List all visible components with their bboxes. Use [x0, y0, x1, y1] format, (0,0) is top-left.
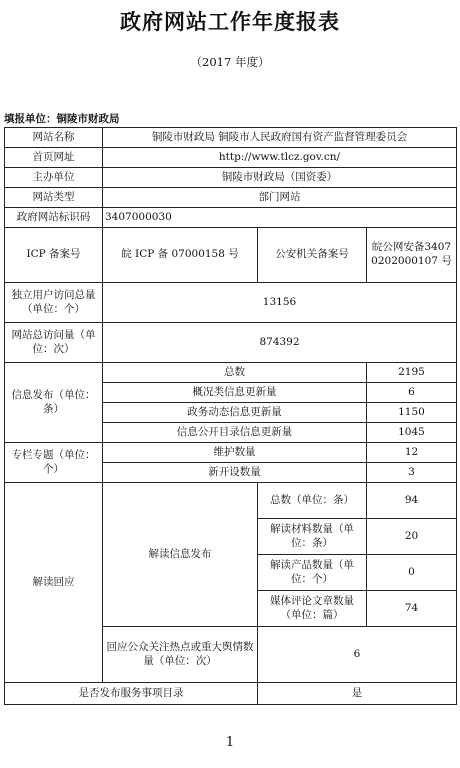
- response-label: 回应公众关注热点或重大舆情数量（单位：次）: [103, 627, 258, 683]
- column-item-label: 维护数量: [103, 443, 367, 463]
- site-name-label: 网站名称: [5, 128, 103, 148]
- response-value: 6: [258, 627, 457, 683]
- site-type-label: 网站类型: [5, 188, 103, 208]
- info-item-label: 概况类信息更新量: [103, 383, 367, 403]
- interpret-item-label: 媒体评论文章数量（单位：篇）: [258, 591, 367, 627]
- info-item-value: 2195: [367, 363, 457, 383]
- row-sponsor: [5, 168, 457, 188]
- row-service-catalog: [5, 683, 457, 705]
- site-id-value: 3407000030: [103, 208, 457, 228]
- site-name-value: 铜陵市财政局 铜陵市人民政府国有资产监督管理委员会: [103, 128, 457, 148]
- row-site-id: [5, 208, 457, 228]
- info-item-value: 1150: [367, 403, 457, 423]
- report-table: [4, 127, 457, 705]
- interpret-item-value: 94: [367, 483, 457, 519]
- sponsor-label: 主办单位: [5, 168, 103, 188]
- unique-visitors-value: 13156: [103, 283, 457, 323]
- interpret-item-label: 解读产品数量（单位：个）: [258, 555, 367, 591]
- column-item-value: 3: [367, 463, 457, 483]
- interpret-label: 解读回应: [5, 483, 103, 683]
- site-type-value: 部门网站: [103, 188, 457, 208]
- total-visits-value: 874392: [103, 323, 457, 363]
- row-site-name: [5, 128, 457, 148]
- report-title: 政府网站工作年度报表: [120, 10, 340, 34]
- homepage-label: 首页网址: [5, 148, 103, 168]
- info-item-value: 1045: [367, 423, 457, 443]
- interpret-item-value: 0: [367, 555, 457, 591]
- page-number: 1: [225, 735, 235, 750]
- interpret-sub-label: 解读信息发布: [103, 483, 258, 627]
- row-info-total: [5, 363, 457, 383]
- icp-label: ICP 备案号: [5, 228, 103, 283]
- site-id-label: 政府网站标识码: [5, 208, 103, 228]
- police-value: 皖公网安备34070202000107 号: [367, 228, 457, 283]
- sponsor-value: 铜陵市财政局（国资委）: [103, 168, 457, 188]
- interpret-item-label: 总数（单位：条）: [258, 483, 367, 519]
- column-label: 专栏专题（单位：个）: [5, 443, 103, 483]
- row-site-type: [5, 188, 457, 208]
- info-item-label: 政务动态信息更新量: [103, 403, 367, 423]
- row-interpret-total: [5, 483, 457, 519]
- homepage-value: http://www.tlcz.gov.cn/: [103, 148, 457, 168]
- police-label: 公安机关备案号: [258, 228, 367, 283]
- info-item-label: 总数: [103, 363, 367, 383]
- service-catalog-value: 是: [258, 683, 457, 705]
- interpret-item-value: 20: [367, 519, 457, 555]
- row-unique-visitors: [5, 283, 457, 323]
- icp-value: 皖 ICP 备 07000158 号: [103, 228, 258, 283]
- row-homepage: [5, 148, 457, 168]
- filling-unit: 填报单位：铜陵市财政局: [4, 113, 120, 125]
- interpret-item-value: 74: [367, 591, 457, 627]
- row-total-visits: [5, 323, 457, 363]
- row-icp: [5, 228, 457, 283]
- info-item-label: 信息公开目录信息更新量: [103, 423, 367, 443]
- interpret-item-label: 解读材料数量（单位：条）: [258, 519, 367, 555]
- total-visits-label: 网站总访问量（单位：次）: [5, 323, 103, 363]
- unique-visitors-label: 独立用户访问总量（单位：个）: [5, 283, 103, 323]
- report-year: （2017 年度）: [190, 55, 270, 69]
- column-item-label: 新开设数量: [103, 463, 367, 483]
- column-item-value: 12: [367, 443, 457, 463]
- info-release-label: 信息发布（单位：条）: [5, 363, 103, 443]
- service-catalog-label: 是否发布服务事项目录: [5, 683, 258, 705]
- row-column-maintain: [5, 443, 457, 463]
- info-item-value: 6: [367, 383, 457, 403]
